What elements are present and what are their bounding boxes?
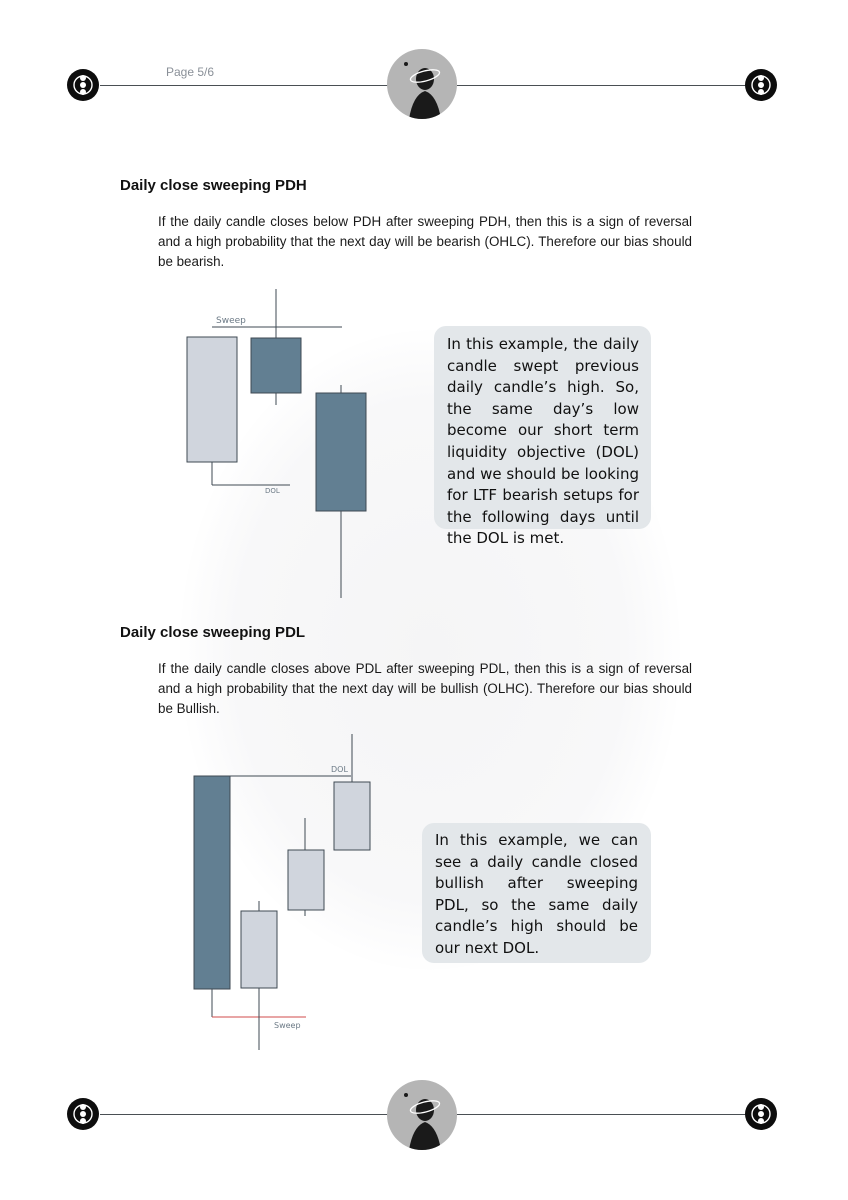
pdl-dol-label: DOL <box>331 765 348 774</box>
pdl-sweep-label: Sweep <box>274 1021 301 1030</box>
page-number: Page 5/6 <box>166 65 215 79</box>
pdl-candle-1 <box>194 776 230 1017</box>
header-rule-right <box>457 85 747 86</box>
section1-body: If the daily candle closes below PDH after sweeping PDH, then this is a sign of reversal and a high probability that the next day will be bearish (OHLC). Therefore our bias should be bearish. <box>158 214 692 269</box>
footer-left-logo-icon <box>67 1098 99 1130</box>
pdh-dol-label: DOL <box>265 487 280 495</box>
pdl-candle-4 <box>334 734 370 850</box>
header-rule-left <box>100 85 390 86</box>
section1-heading: Daily close sweeping PDH <box>120 177 307 194</box>
chart-pdh-sweep <box>180 285 380 605</box>
footer-rule-left <box>100 1114 390 1115</box>
footer-right-logo-icon <box>745 1098 777 1130</box>
pdh-candle-3 <box>316 385 366 598</box>
section2-body: If the daily candle closes above PDL after sweeping PDL, then this is a sign of reversal and a high probability that the next day will be bullish (OLHC). Therefore our bias should be Bullish. <box>158 661 692 716</box>
section2-heading: Daily close sweeping PDL <box>120 624 306 641</box>
pdl-candle-2 <box>241 901 277 1050</box>
pdh-candle-1 <box>187 337 237 485</box>
section1-note <box>434 326 651 548</box>
pdl-candle-3 <box>288 818 324 916</box>
footer-avatar <box>387 1080 457 1150</box>
section1-note-text: In this example, the daily candle swept previous daily candle’s high. So, the same day’s low become our short term liquidity objective (DOL) and we should be looking for LTF bearish setups for the following days until the DOL is met. <box>447 335 639 548</box>
right-logo-icon <box>745 69 777 101</box>
pdh-sweep-label: Sweep <box>216 316 246 326</box>
header-avatar <box>387 49 457 119</box>
left-logo-icon <box>67 69 99 101</box>
chart-pdl-sweep <box>185 730 385 1055</box>
pdh-candle-2 <box>251 289 301 405</box>
section2-note-text: In this example, we can see a daily candle closed bullish after sweeping PDL, so the same daily candle’s high should be our next DOL. <box>435 831 638 957</box>
section2-note <box>422 823 651 963</box>
footer-rule-right <box>457 1114 747 1115</box>
